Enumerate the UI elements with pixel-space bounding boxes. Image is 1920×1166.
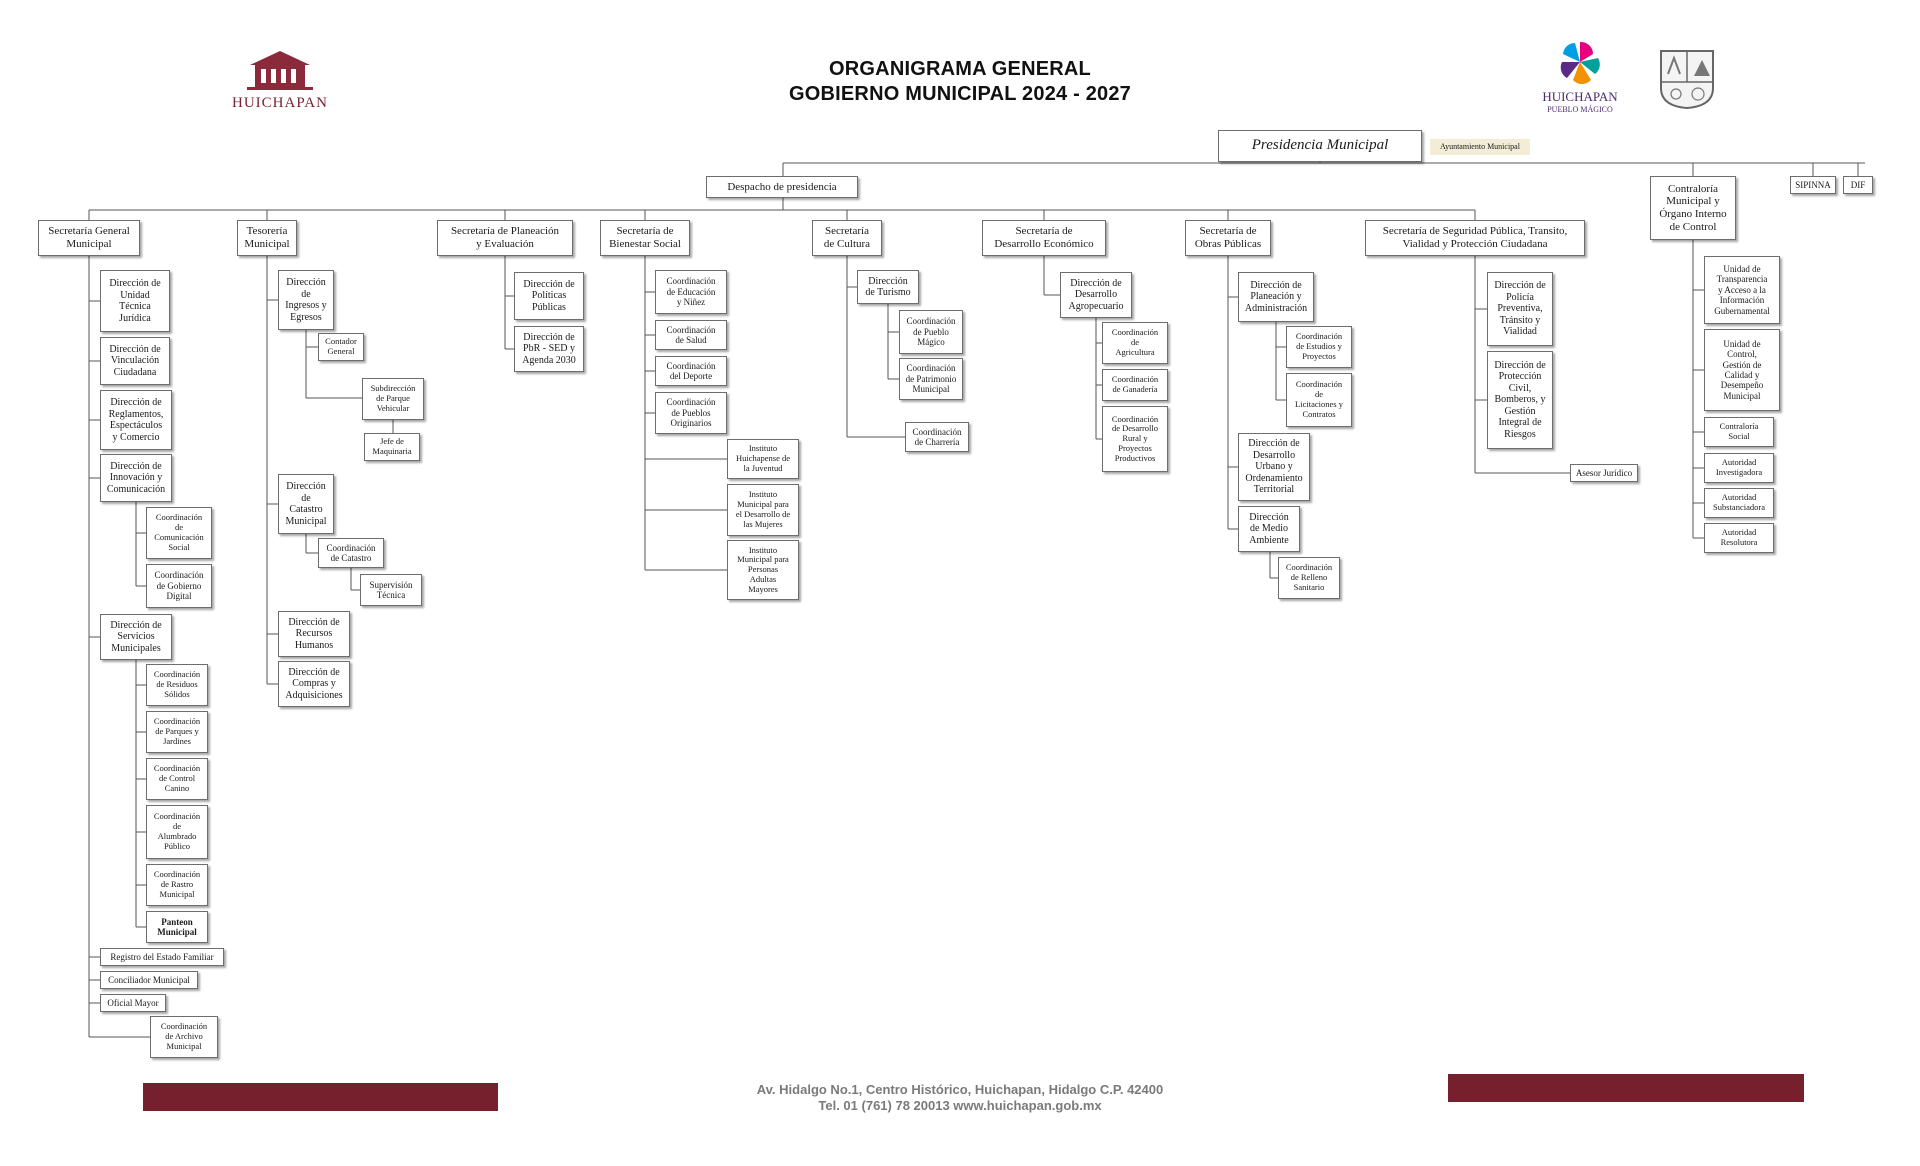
node-direccion-turismo: Dirección de Turismo <box>857 270 919 304</box>
node-conciliador-municipal: Conciliador Municipal <box>100 971 198 989</box>
node-direccion-juridica: Dirección de Unidad Técnica Jurídica <box>100 270 170 332</box>
logo-left-name: HUICHAPAN <box>232 95 328 111</box>
node-direccion-proteccion-civil: Dirección de Protección Civil, Bomberos, y Gestión Integral de Riesgos <box>1487 351 1553 449</box>
node-direccion-agropecuario: Dirección de Desarrollo Agropecuario <box>1060 272 1132 318</box>
node-coord-charreria: Coordinación de Charrería <box>905 422 969 452</box>
chart-title-line2: GOBIERNO MUNICIPAL 2024 - 2027 <box>788 83 1132 105</box>
node-contraloria-social: Contraloría Social <box>1704 417 1774 447</box>
node-jefe-maquinaria: Jefe de Maquinaria <box>364 433 420 461</box>
coat-of-arms-logo <box>1658 48 1716 110</box>
node-dif: DIF <box>1843 176 1873 194</box>
node-coord-educacion: Coordinación de Educación y Niñez <box>655 270 727 314</box>
node-direccion-compras: Dirección de Compras y Adquisiciones <box>278 661 350 707</box>
footer-contact: Tel. 01 (761) 78 20013 www.huichapan.gob.mx <box>818 1098 1102 1113</box>
node-presidencia-municipal: Presidencia Municipal <box>1218 130 1422 162</box>
node-autoridad-substanciadora: Autoridad Substanciadora <box>1704 488 1774 518</box>
node-coord-ganaderia: Coordinación de Ganadería <box>1102 369 1168 401</box>
node-coord-residuos: Coordinación de Residuos Sólidos <box>146 664 208 706</box>
node-coord-estudios-proyectos: Coordinación de Estudios y Proyectos <box>1286 326 1352 368</box>
node-coord-deporte: Coordinación del Deporte <box>655 356 727 386</box>
node-instituto-adultos-mayores: Instituto Municipal para Personas Adultas Mayores <box>727 540 799 600</box>
node-secretaria-bienestar: Secretaría de Bienestar Social <box>600 220 690 256</box>
footer-address: Av. Hidalgo No.1, Centro Histórico, Huichapan, Hidalgo C.P. 42400 <box>756 1082 1164 1097</box>
node-oficial-mayor: Oficial Mayor <box>100 994 166 1012</box>
node-instituto-mujeres: Instituto Municipal para el Desarrollo de las Mujeres <box>727 484 799 536</box>
node-tesoreria: Tesorería Municipal <box>237 220 297 256</box>
node-direccion-policia: Dirección de Policía Preventiva, Tránsito y Vialidad <box>1487 272 1553 346</box>
node-direccion-recursos-humanos: Dirección de Recursos Humanos <box>278 611 350 657</box>
node-autoridad-resolutora: Autoridad Resolutora <box>1704 523 1774 553</box>
node-direccion-planeacion-administracion: Dirección de Planeación y Administración <box>1238 272 1314 322</box>
node-panteon-municipal: Panteon Municipal <box>146 911 208 943</box>
node-coord-rastro: Coordinación de Rastro Municipal <box>146 864 208 906</box>
node-direccion-innovacion: Dirección de Innovación y Comunicación <box>100 454 172 502</box>
node-coord-licitaciones: Coordinación de Licitaciones y Contratos <box>1286 373 1352 427</box>
node-autoridad-investigadora: Autoridad Investigadora <box>1704 453 1774 483</box>
node-secretaria-obras: Secretaría de Obras Públicas <box>1185 220 1271 256</box>
node-coord-parques: Coordinación de Parques y Jardines <box>146 711 208 753</box>
node-direccion-ingresos: Dirección de Ingresos y Egresos <box>278 270 334 330</box>
chart-title-line1: ORGANIGRAMA GENERAL <box>829 58 1091 80</box>
node-direccion-servicios: Dirección de Servicios Municipales <box>100 614 172 660</box>
logo-right-name: HUICHAPAN <box>1542 89 1618 104</box>
node-secretaria-cultura: Secretaría de Cultura <box>812 220 882 256</box>
node-direccion-vinculacion: Dirección de Vinculación Ciudadana <box>100 337 170 385</box>
node-supervision-tecnica: Supervisión Técnica <box>360 574 422 606</box>
node-coord-desarrollo-rural: Coordinación de Desarrollo Rural y Proyectos Productivos <box>1102 406 1168 472</box>
logo-right-tagline: PUEBLO MÁGICO <box>1547 105 1613 114</box>
node-coord-pueblo-magico: Coordinación de Pueblo Mágico <box>899 310 963 354</box>
node-coord-pueblos-originarios: Coordinación de Pueblos Originarios <box>655 392 727 434</box>
node-coord-salud: Coordinación de Salud <box>655 320 727 350</box>
footer-bar-left <box>143 1083 498 1111</box>
kiosk-emblem-icon <box>225 45 335 90</box>
node-coord-alumbrado: Coordinación de Alumbrado Público <box>146 805 208 859</box>
node-coord-patrimonio: Coordinación de Patrimonio Municipal <box>899 358 963 400</box>
huichapan-pueblo-magico-logo <box>1535 40 1625 112</box>
node-registro-estado-familiar: Registro del Estado Familiar <box>100 948 224 966</box>
node-coord-agricultura: Coordinación de Agricultura <box>1102 322 1168 364</box>
node-coord-archivo: Coordinación de Archivo Municipal <box>150 1016 218 1058</box>
node-ayuntamiento-municipal: Ayuntamiento Municipal <box>1430 139 1530 155</box>
pinwheel-icon <box>1535 40 1625 84</box>
node-contador-general: Contador General <box>318 333 364 361</box>
shield-icon <box>1658 48 1716 110</box>
node-sipinna: SIPINNA <box>1790 176 1836 194</box>
huichapan-logo-left <box>225 45 335 111</box>
node-instituto-juventud: Instituto Huichapense de la Juventud <box>727 439 799 479</box>
node-coord-control-canino: Coordinación de Control Canino <box>146 758 208 800</box>
node-secretaria-economico: Secretaría de Desarrollo Económico <box>982 220 1106 256</box>
node-direccion-desarrollo-urbano: Dirección de Desarrollo Urbano y Ordenamiento Territorial <box>1238 433 1310 501</box>
node-coord-catastro: Coordinación de Catastro <box>318 538 384 568</box>
node-unidad-transparencia: Unidad de Transparencia y Acceso a la Información Gubernamental <box>1704 256 1780 324</box>
node-direccion-reglamentos: Dirección de Reglamentos, Espectáculos y Comercio <box>100 390 172 450</box>
node-secretaria-planeacion: Secretaría de Planeación y Evaluación <box>437 220 573 256</box>
footer-bar-right <box>1448 1074 1804 1102</box>
node-direccion-pbr-sed: Dirección de PbR - SED y Agenda 2030 <box>514 326 584 372</box>
node-direccion-catastro: Dirección de Catastro Municipal <box>278 474 334 534</box>
node-asesor-juridico: Asesor Jurídico <box>1570 464 1638 482</box>
node-unidad-control-gestion: Unidad de Control, Gestión de Calidad y Desempeño Municipal <box>1704 329 1780 411</box>
node-coord-gobierno-digital: Coordinación de Gobierno Digital <box>146 564 212 608</box>
node-direccion-politicas-publicas: Dirección de Políticas Públicas <box>514 272 584 320</box>
node-contraloria-municipal: Contraloría Municipal y Órgano Interno de Control <box>1650 176 1736 240</box>
node-subdireccion-parque-vehicular: Subdirección de Parque Vehicular <box>362 378 424 420</box>
node-despacho-presidencia: Despacho de presidencia <box>706 176 858 198</box>
node-direccion-medio-ambiente: Dirección de Medio Ambiente <box>1238 506 1300 552</box>
node-secretaria-seguridad: Secretaría de Seguridad Pública, Transito, Vialidad y Protección Ciudadana <box>1365 220 1585 256</box>
node-secretaria-general: Secretaría General Municipal <box>38 220 140 256</box>
node-coord-relleno-sanitario: Coordinación de Relleno Sanitario <box>1278 557 1340 599</box>
node-coord-comunicacion-social: Coordinación de Comunicación Social <box>146 507 212 559</box>
